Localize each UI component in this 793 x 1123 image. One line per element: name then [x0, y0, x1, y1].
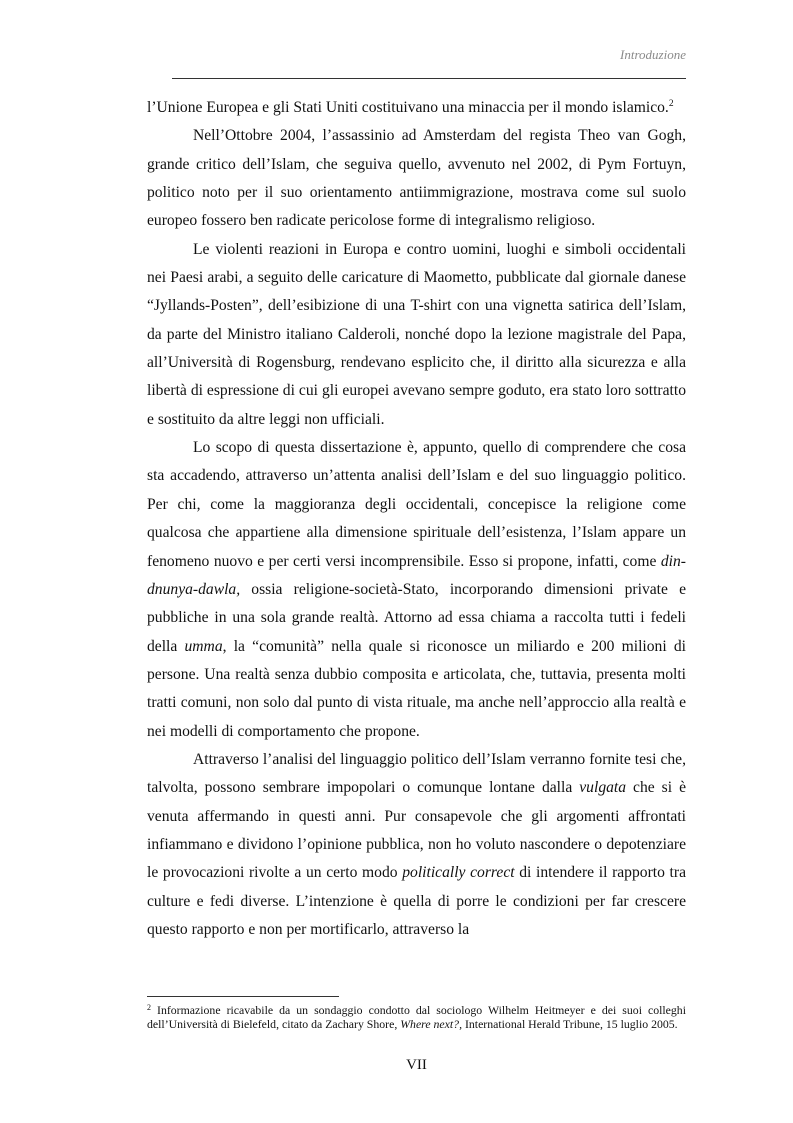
footnote-number: 2: [147, 1003, 151, 1012]
paragraph-1: l’Unione Europea e gli Stati Uniti costituivano una minaccia per il mondo islamico.$^2$: [147, 99, 674, 116]
term-vulgata: vulgata: [579, 779, 627, 797]
term-umma: umma: [184, 637, 223, 655]
header-rule: [172, 78, 686, 79]
paragraph-2: Nell’Ottobre 2004, l’assassinio ad Amsterdam del regista Theo van Gogh, grande critico dell’Islam, che seguiva quello, avvenuto nel 2002, di Pym Fortuyn, politico noto per il suo orientamento antiimmigrazione, mostrava come sul suolo europeo fossero ben radicate pericolose forme di integralismo religioso.: [147, 127, 686, 230]
term-politically-correct: politically correct: [402, 864, 515, 882]
paragraph-4: Lo scopo di questa dissertazione è, appunto, quello di comprendere che cosa sta accadendo, attraverso un’attenta analisi dell’Islam e del suo linguaggio politico. Per chi, come la maggioranza degli occidentali, concepisce la religione come qualcosa che appartiene alla dimensione spirituale dell’esistenza, l’Islam appare un fenomeno nuovo e per certi versi incomprensibile. Esso si propone, infatti, come din-dnunya-dawla, ossia religione-società-Stato, incorporando dimensioni private e pubbliche in una sola grande realtà. Attorno ad essa chiama a raccolta tutti i fedeli della umma, la “comunità” nella quale si riconosce un miliardo e 200 milioni di persone. Una realtà senza dubbio composita e articolata, che, tuttavia, presenta molti tratti comuni, non solo dal punto di vista rituale, ma anche nell’approccio alla realtà e nei modelli di comportamento che propone.: [147, 439, 687, 740]
paragraph-5: Attraverso l’analisi del linguaggio politico dell’Islam verranno fornite tesi che, talvolta, possono sembrare impopolari o comunque lontane dalla vulgata che si è venuta affermando in questi anni. Pur consapevole che gli argomenti affrontati infiammano e dividono l’opinione pubblica, non ho voluto nascondere o depotenziare le provocazioni rivolte a un certo modo politically correct di intendere il rapporto tra culture e fedi diverse. L’intenzione è quella di porre le condizioni per far crescere questo rapporto e non per mortificarlo, attraverso la: [147, 750, 687, 938]
paragraph-3: Le violenti reazioni in Europa e contro uomini, luoghi e simboli occidentali nei Paesi arabi, a seguito delle caricature di Maometto, pubblicate dal giornale danese “Jyllands-Posten”, dell’esibizione di una T-shirt con una vignetta satirica dell’Islam, da parte del Ministro italiano Calderoli, nonché dopo la lezione magistrale del Papa, all’Università di Rogensburg, rendevano esplicito che, il diritto alla sicurezza e alla libertà di espressione di cui gli europei avevano sempre goduto, era stato loro sottratto e sostituito da altre leggi non ufficiali.: [147, 240, 686, 428]
footnote-2: $^2$ Informazione ricavabile da un sondaggio condotto dal sociologo Wilhelm Heitmeyer e dei suoi colleghi dell’Università di Bielefeld, citato da Zachary Shore, Where next?, International Herald Tribune, 15 luglio 2005.: [147, 1003, 686, 1031]
page-number: VII: [406, 1057, 427, 1073]
body-text: [147, 94, 686, 944]
term-din-dunya-dawla: din-dnunya-dawla,: [147, 552, 686, 598]
footnote-marker[interactable]: 2: [668, 99, 674, 109]
running-header: Introduzione: [620, 47, 686, 62]
footnote-article-title: Where next?,: [400, 1017, 463, 1031]
footnote-rule: [147, 996, 339, 997]
